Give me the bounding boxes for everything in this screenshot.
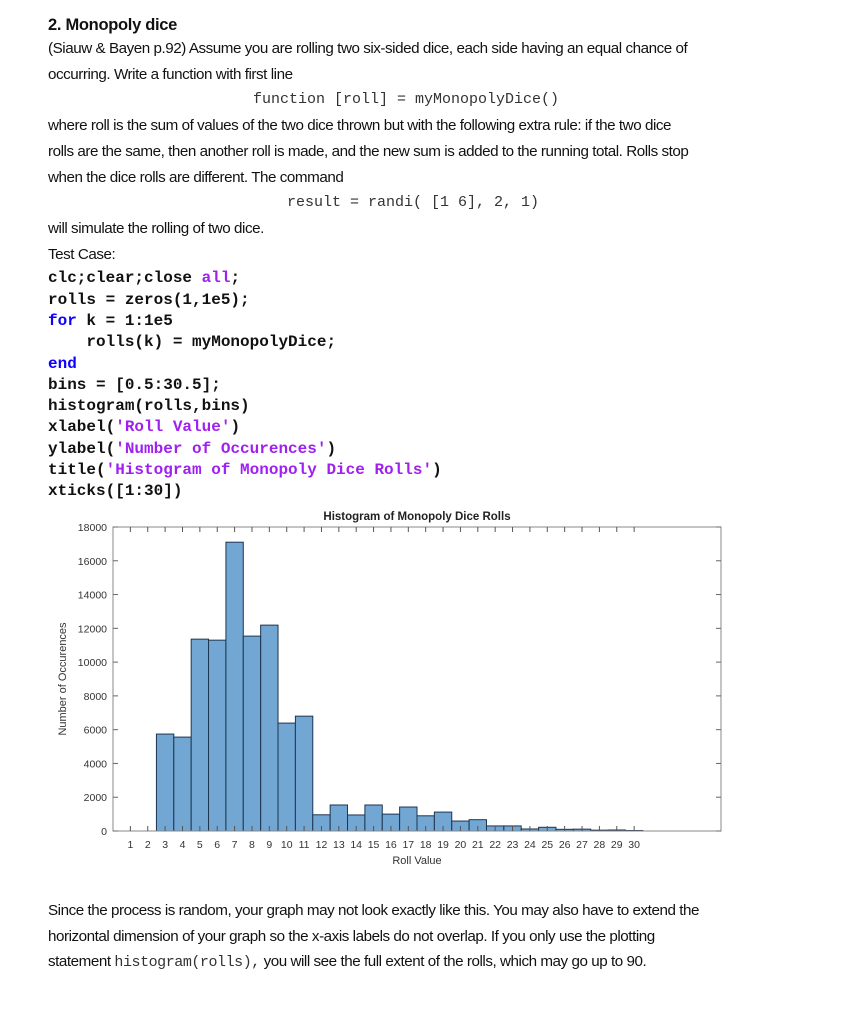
randi-command: result = randi( [1 6], 2, 1) [287,194,540,212]
code-keyword: end [48,354,77,373]
code-line [48,311,838,332]
x-tick-label: 10 [280,839,293,851]
code-line [48,460,838,481]
x-tick-label: 22 [489,839,502,851]
x-tick-label: 11 [298,839,310,851]
x-tick-label: 7 [231,839,238,851]
x-tick-label: 20 [454,839,467,851]
histogram-bar [243,636,260,831]
histogram-bar [156,734,173,831]
closing-note [48,898,838,976]
description-line-3: when the dice rolls are different. The command [48,168,344,186]
histogram-bar [209,640,226,831]
chart-title: Histogram of Monopoly Dice Rolls [323,511,511,523]
x-tick-label: 18 [419,839,432,851]
x-tick-label: 12 [315,839,328,851]
problem-title: 2. Monopoly dice [48,16,178,34]
y-tick-label: 6000 [83,724,107,737]
function-signature: function [roll] = myMonopolyDice() [253,91,560,109]
x-tick-label: 13 [332,839,345,851]
code-string: 'Histogram of Monopoly Dice Rolls' [105,461,433,479]
y-tick-label: 12000 [77,623,107,636]
closing-text: statement [48,953,115,971]
x-tick-label: 3 [162,839,169,851]
y-tick-label: 2000 [83,792,107,805]
code-line: rolls = zeros(1,1e5); [48,290,250,309]
histogram-bar [261,625,278,831]
code-line [48,417,838,438]
x-tick-label: 9 [266,839,273,851]
code-text: ) [230,418,241,437]
x-tick-label: 27 [576,839,588,851]
description-line-1: where roll is the sum of values of the two dice thrown but with the following extra rule: if the two dice [48,117,672,135]
code-line: bins = [0.5:30.5]; [48,375,221,394]
y-tick-label: 8000 [83,690,107,703]
code-text: title( [48,461,106,479]
histogram-bar [226,542,243,831]
simulate-line: will simulate the rolling of two dice. [48,219,264,237]
x-tick-label: 5 [196,839,203,851]
x-tick-label: 6 [214,839,221,851]
closing-line-3 [48,949,838,976]
x-tick-label: 2 [144,839,151,851]
code-line [48,439,838,460]
code-keyword: all [201,269,231,288]
x-tick-label: 14 [350,839,363,851]
y-tick-label: 0 [101,826,107,838]
code-text: ) [326,439,337,458]
x-tick-label: 4 [179,839,186,851]
code-text: clc;clear;close [48,269,202,288]
y-tick-label: 10000 [77,657,107,670]
code-text: k = 1:1e5 [76,311,173,330]
x-tick-label: 21 [471,839,484,851]
intro-line-1: (Siauw & Bayen p.92) Assume you are rolling two six-sided dice, each side having an equal chance of [48,40,688,57]
x-tick-label: 23 [506,839,519,851]
x-tick-label: 17 [402,839,415,851]
code-line [48,268,838,289]
problem-document [48,14,838,503]
description-line-2: rolls are the same, then another roll is made, and the new sum is added to the running total. Rolls stop [48,142,689,160]
code-line: rolls(k) = myMonopolyDice; [48,333,337,352]
code-string: 'Number of Occurences' [115,439,327,458]
matlab-code-block [48,268,838,502]
x-tick-label: 28 [593,839,606,851]
x-tick-label: 16 [385,839,397,851]
x-tick-label: 8 [249,839,255,851]
code-text: ) [432,461,442,479]
histogram-chart [0,500,866,880]
y-tick-label: 4000 [83,758,107,771]
code-text: xlabel( [48,418,116,437]
x-tick-label: 26 [558,839,571,851]
x-tick-label: 29 [610,839,623,851]
code-text: ylabel( [48,439,116,458]
code-line [48,354,838,375]
code-keyword: for [48,311,77,330]
inline-code: histogram(rolls), [114,954,260,972]
x-tick-label: 24 [524,839,536,851]
histogram-bar [295,716,312,831]
code-line: xticks([1:30]) [48,482,183,501]
test-case-label: Test Case: [48,245,116,263]
code-line: histogram(rolls,bins) [48,397,250,416]
closing-line-2: horizontal dimension of your graph so the x-axis labels do not overlap. If you only use the plotting [48,927,655,945]
x-tick-label: 25 [541,839,554,851]
histogram-bar [191,639,208,831]
code-string: 'Roll Value' [115,418,231,437]
y-tick-label: 14000 [77,589,107,602]
x-tick-label: 15 [367,839,380,851]
y-axis-label: Number of Occurences [57,622,69,736]
x-tick-label: 30 [628,839,640,851]
x-axis-label: Roll Value [392,855,442,867]
x-tick-label: 19 [437,839,449,851]
y-tick-label: 18000 [77,522,107,534]
intro-line-2: occurring. Write a function with first line [48,65,293,83]
closing-text: you will see the full extent of the rolls, which may go up to 90. [259,953,647,971]
y-tick-label: 16000 [77,555,107,568]
histogram-bar [174,737,191,831]
code-text: ; [230,269,241,288]
histogram-bars [156,542,642,831]
x-tick-label: 1 [127,839,134,851]
closing-line-1: Since the process is random, your graph may not look exactly like this. You may also have to extend the [48,902,699,919]
histogram-bar [278,723,295,831]
